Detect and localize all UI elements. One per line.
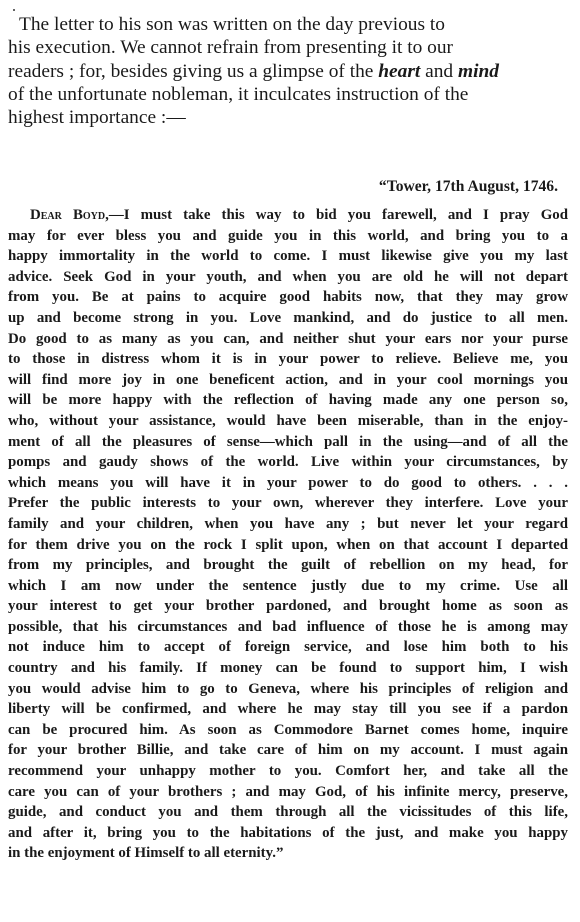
- letter-line: from you. Be at pains to acquire good habits now, that they may grow: [8, 289, 568, 306]
- letter-line: care you can of your brothers ; and may God, of his infinite mercy, preserve,: [8, 783, 568, 800]
- intro-line: highest importance :—: [8, 107, 186, 129]
- intro-paragraph: [8, 13, 566, 129]
- letter-line: ment of all the pleasures of sense—which pall in the using—and of all the: [8, 433, 568, 450]
- emphasis-heart: heart: [378, 60, 421, 82]
- intro-line: The letter to his son was written on the day previous to: [19, 14, 445, 35]
- letter-line: your interest to get your brother pardoned, and brought home as soon as: [8, 598, 568, 615]
- intro-line: of the unfortunate nobleman, it inculcates instruction of the: [8, 83, 469, 105]
- emphasis-mind: mind: [457, 60, 499, 82]
- letter-line: who, without your assistance, would have been miserable, than in the enjoy-: [8, 412, 568, 429]
- letter-salutation: Dear Boyd,: [30, 207, 109, 223]
- letter-line-text: —I must take this way to bid you farewell, and I pray God: [108, 207, 568, 223]
- letter-dateline: “Tower, 17th August, 1746.: [378, 178, 558, 195]
- letter-line: [8, 205, 568, 226]
- letter-line: not induce him to accept of foreign service, and lose him both to his: [8, 639, 568, 656]
- letter-line: happy immortality in the world to come. I must likewise give you my last: [8, 248, 568, 265]
- letter-line: which means you will have it in your power to do good to others. . . .: [8, 474, 568, 491]
- letter-line: recommend your unhappy mother to you. Comfort her, and take all the: [8, 763, 568, 780]
- intro-word: and: [420, 60, 458, 82]
- letter-line: country and his family. If money can be found to support him, I wish: [8, 660, 568, 677]
- letter-line: will be more happy with the reflection of having made any one person so,: [8, 392, 568, 409]
- letter-line: for your brother Billie, and take care of him on my account. I must again: [8, 742, 568, 759]
- letter-line: and after it, bring you to the habitations of the just, and make you happy: [8, 824, 568, 841]
- letter-line: guide, and conduct you and them through all the vicissitudes of this life,: [8, 804, 568, 821]
- intro-line: readers ; for, besides giving us a glimpse of the: [8, 60, 379, 82]
- letter-line: possible, that his circumstances and bad influence of those he is among may: [8, 618, 568, 635]
- letter-line: will find more joy in one beneficent action, and in your cool mornings you: [8, 371, 568, 388]
- letter-line: pomps and gaudy shows of the world. Live within your circumstances, by: [8, 454, 568, 471]
- letter-body: [8, 205, 568, 864]
- letter-line: for them drive you on the rock I split upon, when on that account I departed: [8, 536, 568, 553]
- letter-line: Do good to as many as you can, and neither shut your ears nor your purse: [8, 330, 568, 347]
- letter-line: advice. Seek God in your youth, and when you are old he will not depart: [8, 268, 568, 285]
- intro-line: his execution. We cannot refrain from presenting it to our: [8, 37, 454, 59]
- letter-line: you would advise him to go to Geneva, where his principles of religion and: [8, 680, 568, 697]
- print-speck: [13, 9, 15, 11]
- letter-line: may for ever bless you and guide you in this world, and bring you to a: [8, 227, 568, 244]
- letter-line: family and your children, when you have any ; but never let your regard: [8, 515, 568, 532]
- letter-line: liberty will be confirmed, and where he may stay till you see if a pardon: [8, 701, 568, 718]
- letter-line: can be procured him. As soon as Commodore Barnet comes home, inquire: [8, 721, 568, 738]
- letter-line: from my principles, and brought the guilt of rebellion on my head, for: [8, 557, 568, 574]
- letter-line: which I am now under the sentence justly due to my crime. Use all: [8, 577, 568, 594]
- letter-line: to those in distress whom it is in your power to relieve. Believe me, you: [8, 351, 568, 368]
- letter-line: in the enjoyment of Himself to all eternity.”: [8, 845, 284, 862]
- letter-line: Prefer the public interests to your own, wherever they interfere. Love your: [8, 495, 568, 512]
- letter-line: up and become strong in you. Love mankind, and do justice to all men.: [8, 309, 568, 326]
